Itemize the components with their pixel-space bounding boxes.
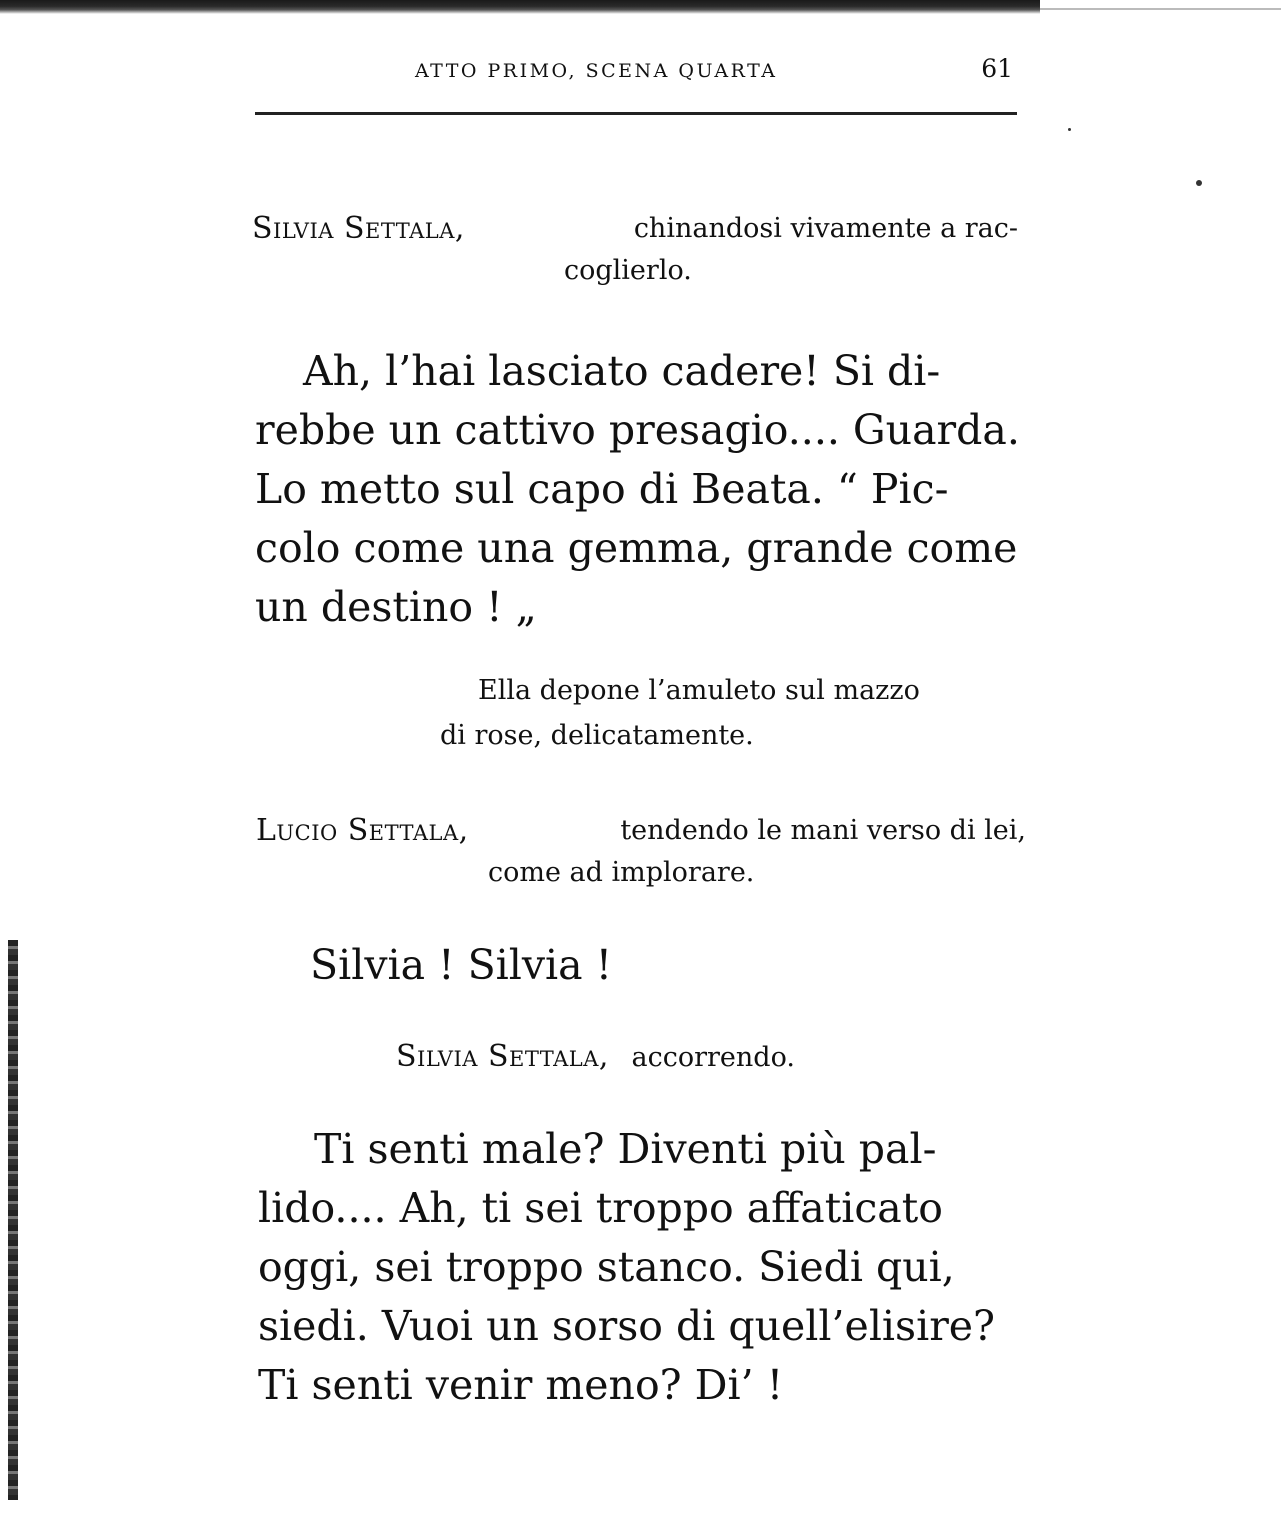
speaker-name: Silvia Settala, bbox=[396, 1039, 609, 1074]
speaker-cue bbox=[252, 208, 1018, 292]
speech-line: Lo metto sul capo di Beata. “ Pic- bbox=[255, 465, 949, 513]
stage-direction bbox=[440, 668, 1020, 758]
scan-speck bbox=[1196, 180, 1202, 186]
stage-direction-text: come ad implorare. bbox=[488, 857, 755, 888]
stage-direction-text: tendendo le mani verso di lei, bbox=[620, 815, 1026, 846]
speaker-name: Lucio Settala, bbox=[256, 813, 469, 848]
stage-direction-text: chinandosi vivamente a rac- bbox=[633, 213, 1018, 244]
running-title: ATTO PRIMO, SCENA QUARTA bbox=[415, 60, 778, 82]
speaker-cue bbox=[396, 1036, 795, 1079]
speech-line: Ti senti venir meno? Di’ ! bbox=[258, 1361, 784, 1409]
speech-block bbox=[310, 936, 612, 995]
speech-line: lido.... Ah, ti sei troppo affaticato bbox=[258, 1184, 943, 1232]
stage-direction-text: accorrendo. bbox=[631, 1042, 795, 1073]
speech-line: Ah, l’hai lasciato cadere! Si di- bbox=[303, 347, 941, 395]
speech-line: siedi. Vuoi un sorso di quell’elisire? bbox=[258, 1302, 996, 1350]
speech-block bbox=[258, 1120, 1030, 1415]
scan-speck bbox=[1068, 128, 1071, 131]
speech-line: un destino ! „ bbox=[255, 583, 537, 631]
running-head bbox=[255, 52, 1017, 92]
speech-line: rebbe un cattivo presagio.... Guarda. bbox=[255, 406, 1020, 454]
speaker-name: Silvia Settala, bbox=[252, 211, 465, 246]
stage-direction-text: di rose, delicatamente. bbox=[440, 720, 754, 751]
scan-top-edge bbox=[0, 0, 1040, 14]
speech-line: colo come una gemma, grande come bbox=[255, 524, 1018, 572]
speech-line: Ti senti male? Diventi più pal- bbox=[314, 1125, 937, 1173]
header-rule bbox=[255, 112, 1017, 115]
stage-direction-text: coglierlo. bbox=[564, 255, 692, 286]
page-number: 61 bbox=[981, 54, 1013, 83]
stage-direction-text: Ella depone l’amuleto sul mazzo bbox=[478, 675, 920, 706]
speech-block bbox=[255, 342, 1023, 637]
speech-line: Silvia ! Silvia ! bbox=[310, 941, 613, 989]
speech-line: oggi, sei troppo stanco. Siedi qui, bbox=[258, 1243, 955, 1291]
speaker-cue bbox=[256, 810, 1026, 894]
scan-left-edge bbox=[8, 940, 18, 1500]
scan-top-edge-faint bbox=[1040, 8, 1281, 10]
